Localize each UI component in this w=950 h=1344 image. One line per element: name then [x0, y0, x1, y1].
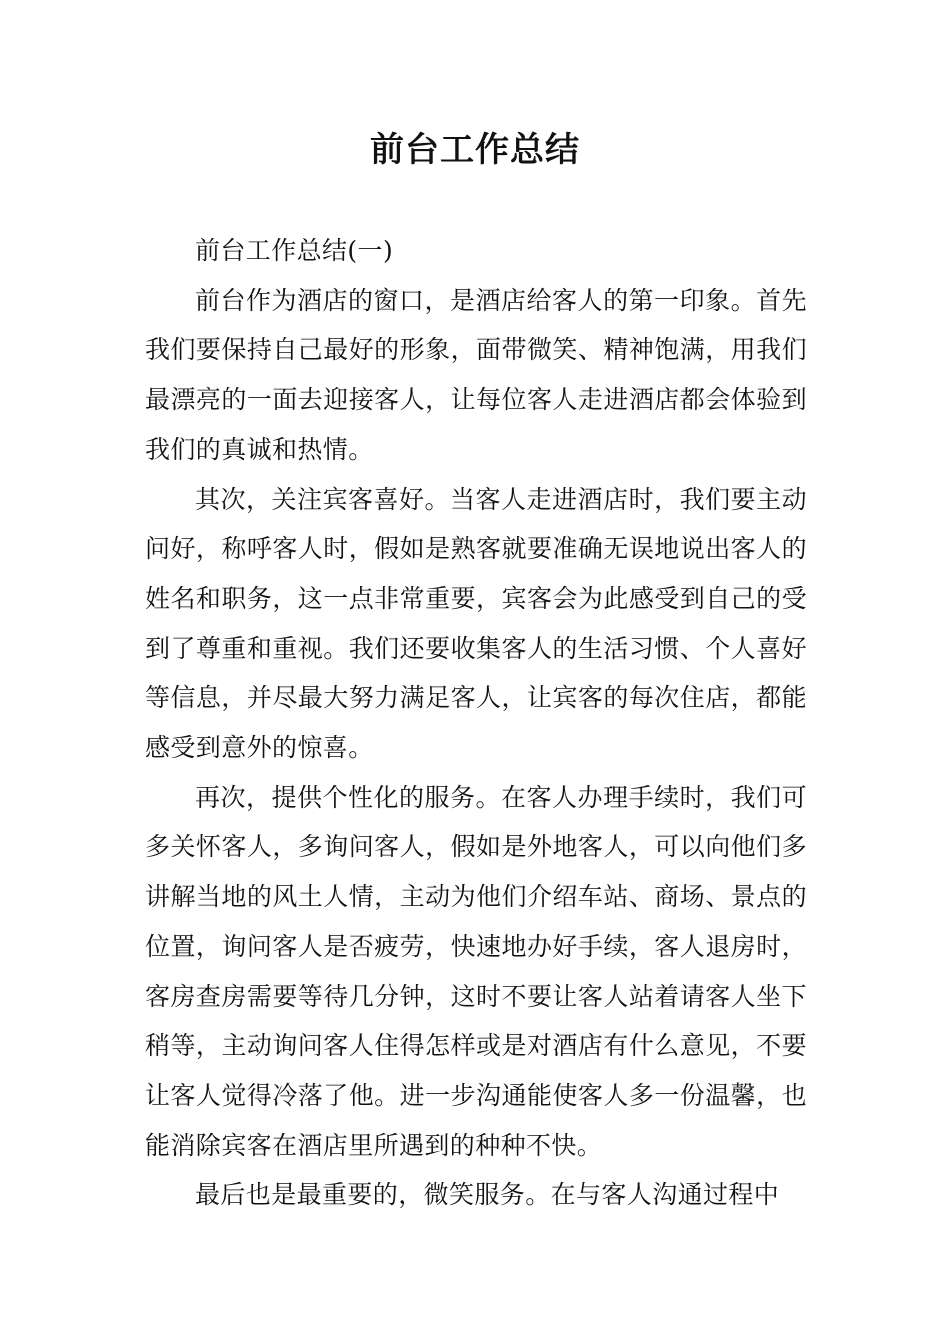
document-body: [145, 226, 807, 1220]
section-heading: 前台工作总结(一): [195, 236, 394, 265]
paragraph-2: 其次，关注宾客喜好。当客人走进酒店时，我们要主动问好，称呼客人时，假如是熟客就要准确无误地说出客人的姓名和职务，这一点非常重要，宾客会为此感受到自己的受到了尊重和重视。我们还要收集客人的生活习惯、个人喜好等信息，并尽最大努力满足客人，让宾客的每次住店，都能感受到意外的惊喜。: [145, 484, 807, 763]
document-title: 前台工作总结: [370, 130, 580, 170]
paragraph-4: 最后也是最重要的，微笑服务。在与客人沟通过程中: [195, 1180, 780, 1210]
paragraph-3: 再次，提供个性化的服务。在客人办理手续时，我们可多关怀客人，多询问客人，假如是外地客人，可以向他们多讲解当地的风土人情，主动为他们介绍车站、商场、景点的位置，询问客人是否疲劳，快速地办好手续，客人退房时，客房查房需要等待几分钟，这时不要让客人站着请客人坐下稍等，主动询问客人住得怎样或是对酒店有什么意见，不要让客人觉得冷落了他。进一步沟通能使客人多一份温馨，也能消除宾客在酒店里所遇到的种种不快。: [145, 782, 807, 1160]
paragraph-1: 前台作为酒店的窗口，是酒店给客人的第一印象。首先我们要保持自己最好的形象，面带微笑、精神饱满，用我们最漂亮的一面去迎接客人，让每位客人走进酒店都会体验到我们的真诚和热情。: [145, 285, 807, 464]
